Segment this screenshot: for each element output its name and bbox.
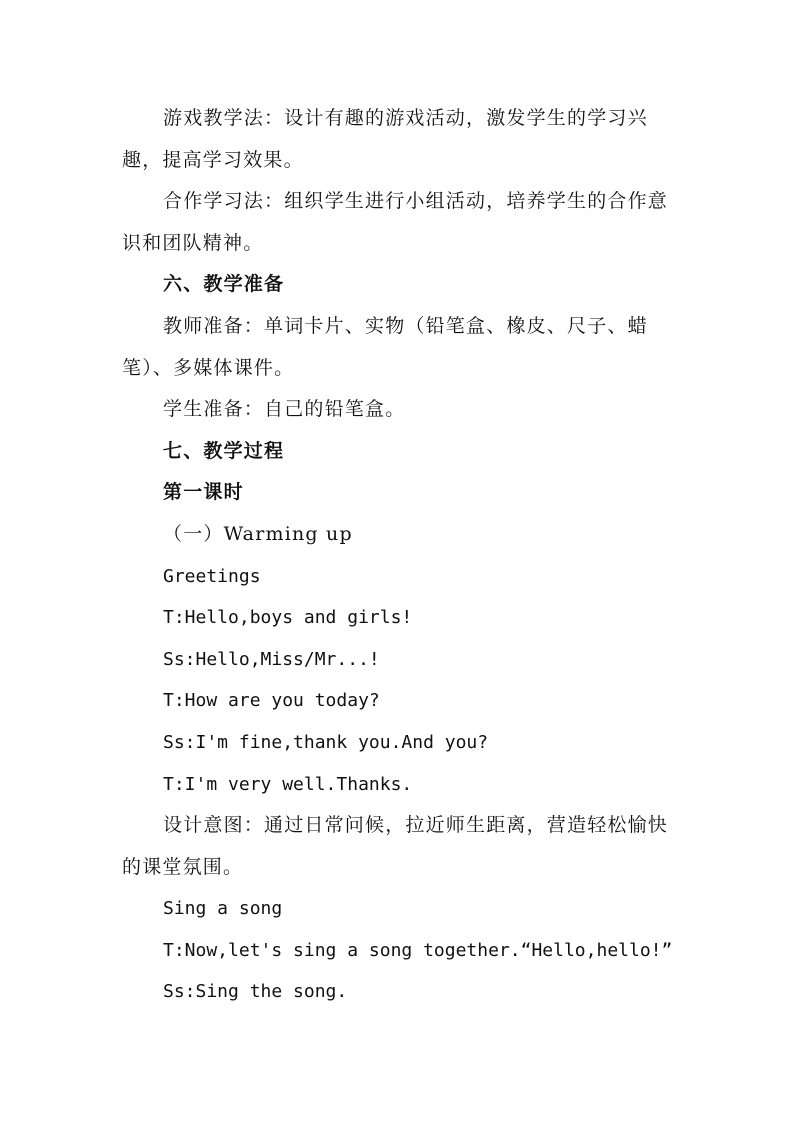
paragraph-cooperative-method: 合作学习法：组织学生进行小组活动，培养学生的合作意识和团队精神。 bbox=[122, 190, 669, 254]
dialogue-line-3: T:How are you today? bbox=[163, 690, 380, 712]
dialogue-line-6: T:Now,let's sing a song together.“Hello,hello!” bbox=[163, 939, 673, 961]
dialogue-line-5: T:I'm very well.Thanks. bbox=[163, 773, 413, 795]
heading-first-lesson: 第一课时 bbox=[163, 481, 244, 504]
dialogue-line-7: Ss:Sing the song. bbox=[163, 981, 348, 1003]
heading-teaching-process: 七、教学过程 bbox=[163, 439, 285, 462]
paragraph-teacher-preparation: 教师准备：单词卡片、实物（铅笔盒、橡皮、尺子、蜡笔）、多媒体课件。 bbox=[122, 314, 648, 379]
dialogue-line-4: Ss:I'm fine,thank you.And you? bbox=[163, 731, 489, 753]
heading-teaching-preparation: 六、教学准备 bbox=[163, 273, 285, 296]
dialogue-line-2: Ss:Hello,Miss/Mr...! bbox=[163, 648, 380, 670]
document-body bbox=[122, 98, 678, 1013]
paragraph-student-preparation: 学生准备：自己的铅笔盒。 bbox=[163, 398, 406, 421]
paragraph-warming-up: （一）Warming up bbox=[163, 522, 353, 545]
paragraph-design-intent: 设计意图：通过日常问候，拉近师生距离，营造轻松愉快的课堂氛围。 bbox=[122, 814, 669, 878]
paragraph-sing-a-song: Sing a song bbox=[163, 898, 283, 920]
dialogue-line-1: T:Hello,boys and girls! bbox=[163, 607, 413, 629]
paragraph-game-method: 游戏教学法：设计有趣的游戏活动，激发学生的学习兴趣，提高学习效果。 bbox=[122, 107, 648, 171]
paragraph-greetings: Greetings bbox=[163, 565, 261, 587]
